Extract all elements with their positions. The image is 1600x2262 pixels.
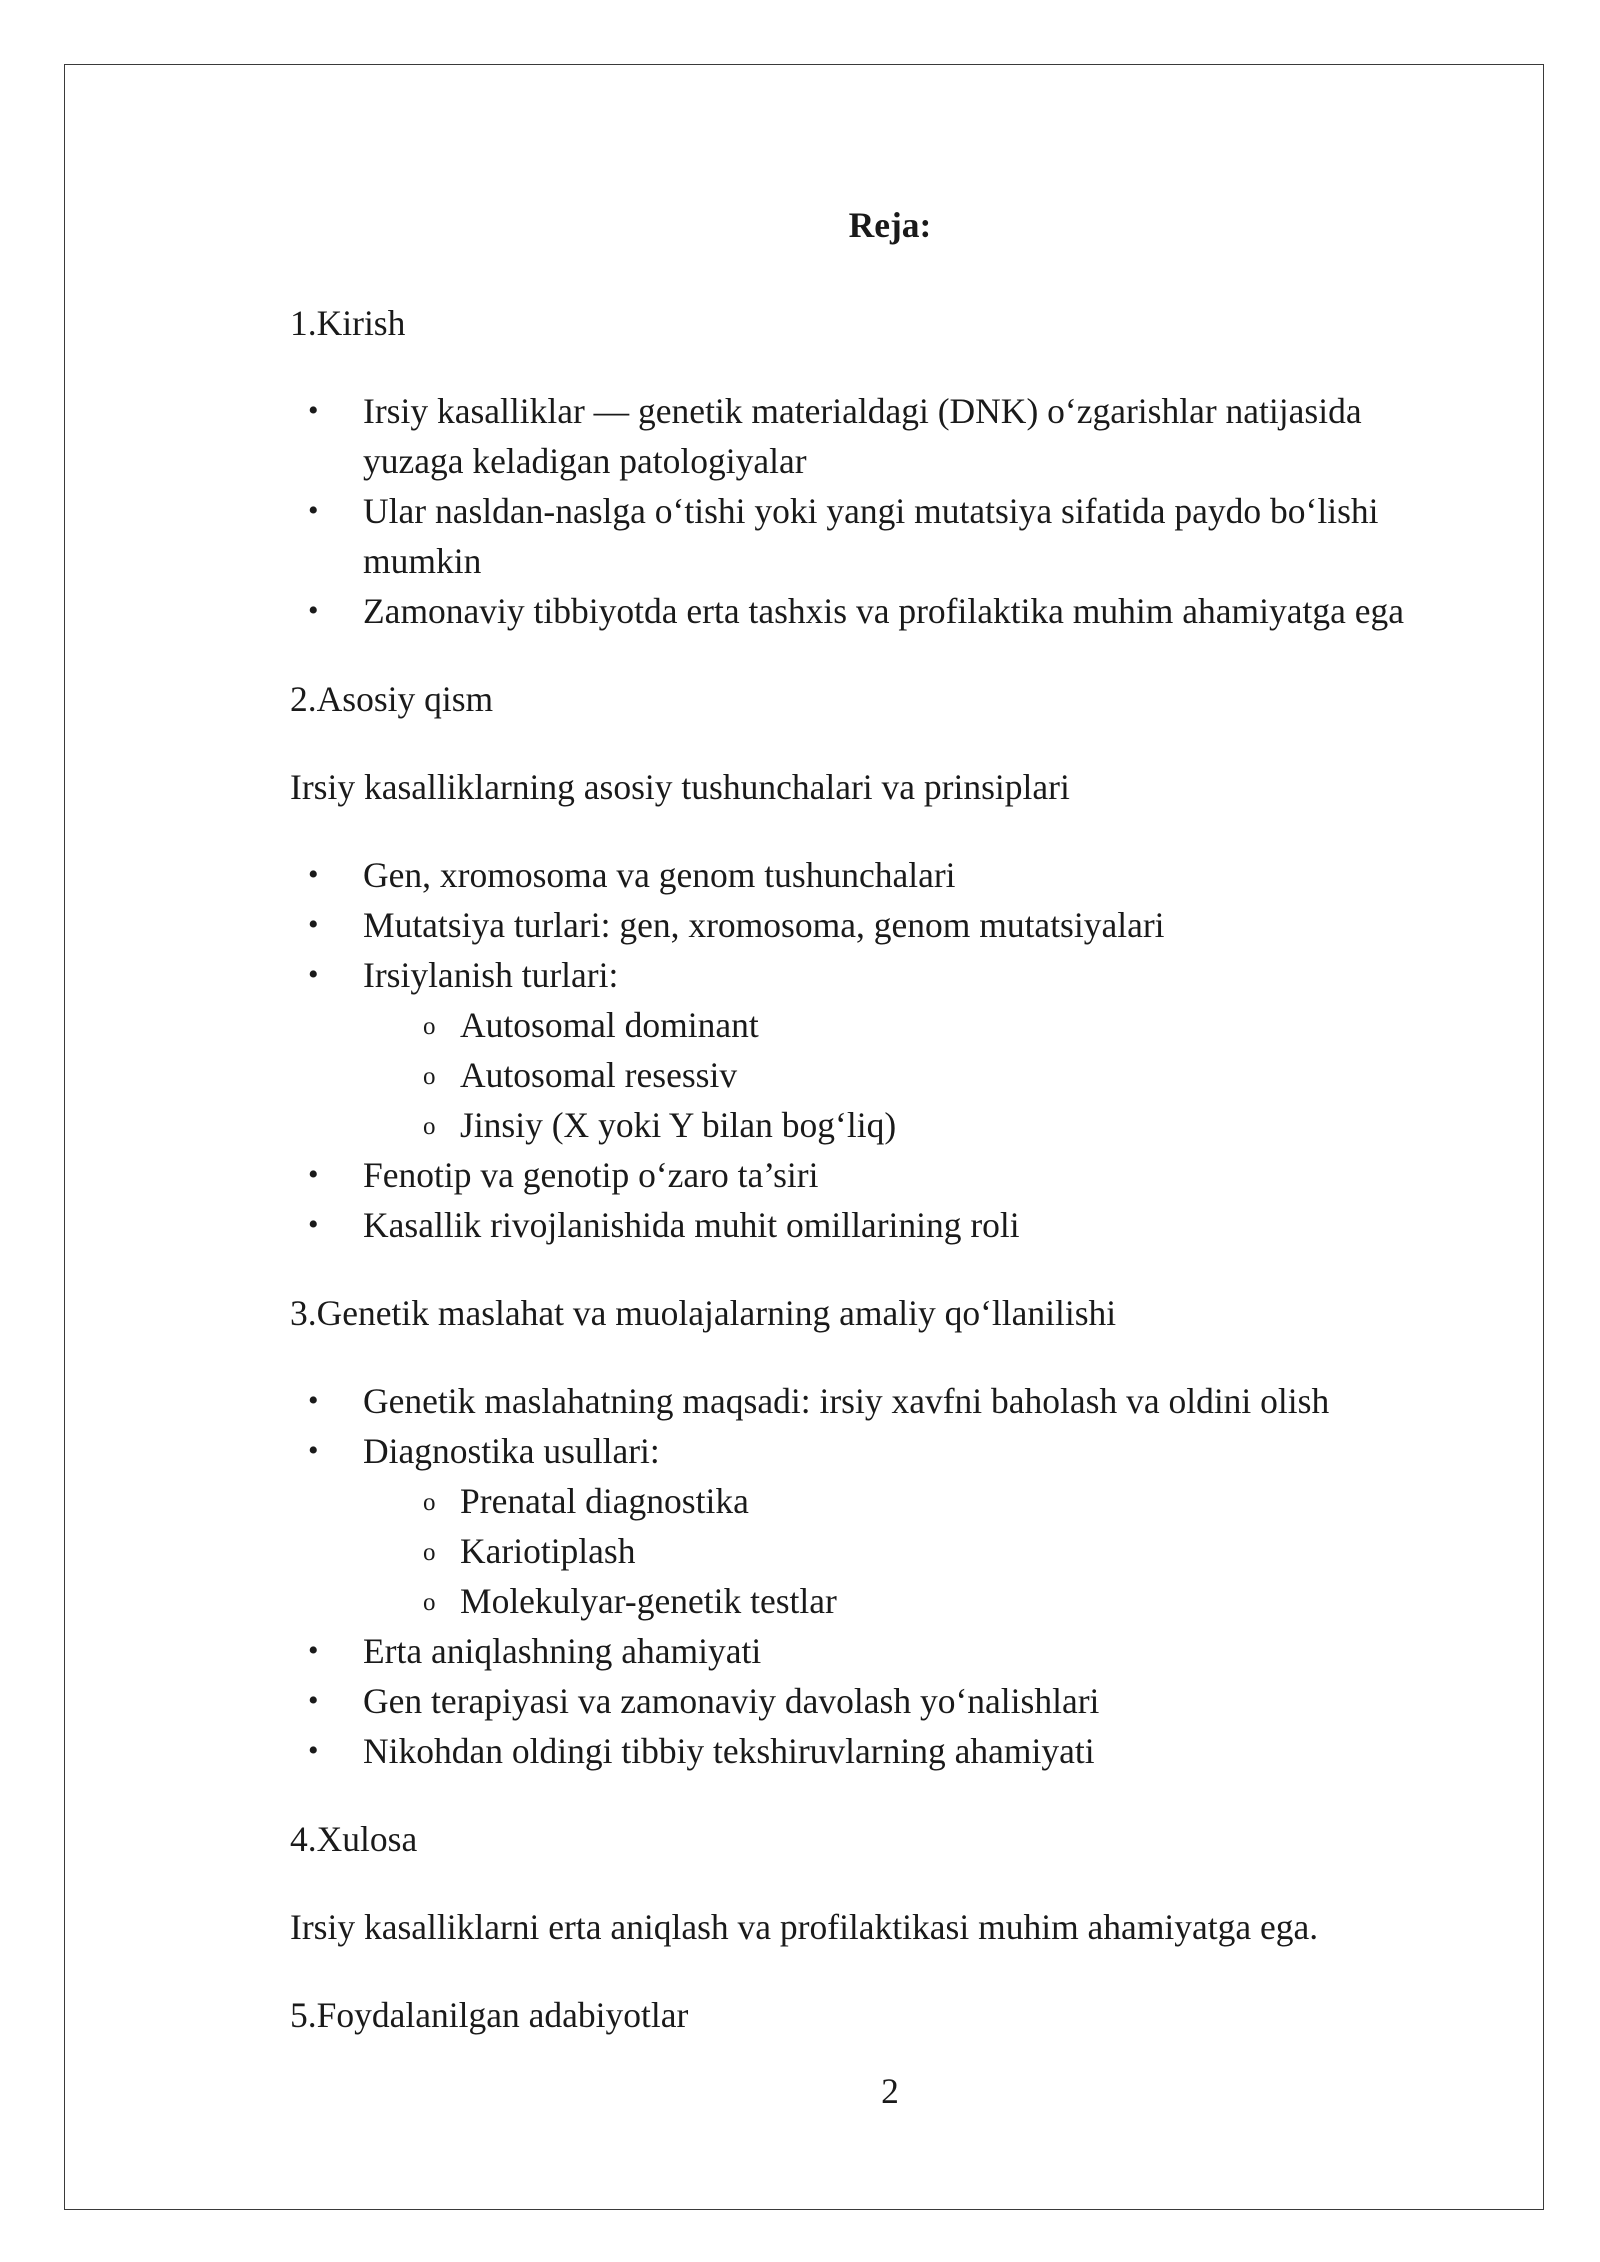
list-item: • Fenotip va genotip o‘zaro ta’siri bbox=[326, 1150, 1470, 1200]
sublist-item: o Kariotiplash bbox=[423, 1526, 1470, 1576]
list-item: • Zamonaviy tibbiyotda erta tashxis va profilaktika muhim ahamiyatga ega bbox=[326, 586, 1470, 636]
list-item: • Kasallik rivojlanishida muhit omillarining roli bbox=[326, 1200, 1470, 1250]
list-item bbox=[326, 950, 1470, 1150]
list-item: • Ular nasldan-naslga o‘tishi yoki yangi mutatsiya sifatida paydo bo‘lishi mumkin bbox=[326, 486, 1470, 586]
list-item: • Irsiy kasalliklar — genetik materialdagi (DNK) o‘zgarishlar natijasida yuzaga keladigan patologiyalar bbox=[326, 386, 1470, 486]
list-item: • Gen terapiyasi va zamonaviy davolash yo‘nalishlari bbox=[326, 1676, 1470, 1726]
main-bullet-list bbox=[326, 850, 1470, 1250]
list-item-text: Diagnostika usullari: bbox=[363, 1431, 660, 1471]
section-paragraph-main: Irsiy kasalliklarning asosiy tushunchalari va prinsiplari bbox=[290, 767, 1070, 807]
page-number: 2 bbox=[881, 2071, 899, 2111]
list-item: • Genetik maslahatning maqsadi: irsiy xavfni baholash va oldini olish bbox=[326, 1376, 1470, 1426]
document-body bbox=[290, 298, 1470, 2040]
section-heading-intro: 1.Kirish bbox=[290, 303, 406, 343]
list-item: • Mutatsiya turlari: gen, xromosoma, genom mutatsiyalari bbox=[326, 900, 1470, 950]
section-heading-conclusion: 4.Xulosa bbox=[290, 1819, 418, 1859]
section-heading-main: 2.Asosiy qism bbox=[290, 679, 494, 719]
list-item bbox=[326, 1426, 1470, 1626]
inheritance-sublist bbox=[423, 1000, 1470, 1150]
sublist-item: o Jinsiy (X yoki Y bilan bog‘liq) bbox=[423, 1100, 1470, 1150]
practical-bullet-list bbox=[326, 1376, 1470, 1776]
sublist-item: o Prenatal diagnostika bbox=[423, 1476, 1470, 1526]
diagnostics-sublist bbox=[423, 1476, 1470, 1626]
list-item: • Nikohdan oldingi tibbiy tekshiruvlarning ahamiyati bbox=[326, 1726, 1470, 1776]
list-item: • Erta aniqlashning ahamiyati bbox=[326, 1626, 1470, 1676]
sublist-item: o Autosomal resessiv bbox=[423, 1050, 1470, 1100]
page-title: Reja: bbox=[848, 205, 932, 245]
list-item-text: Irsiylanish turlari: bbox=[363, 955, 619, 995]
sublist-item: o Molekulyar-genetik testlar bbox=[423, 1576, 1470, 1626]
intro-bullet-list bbox=[326, 386, 1470, 636]
sublist-item: o Autosomal dominant bbox=[423, 1000, 1470, 1050]
list-item: • Gen, xromosoma va genom tushunchalari bbox=[326, 850, 1470, 900]
section-heading-references: 5.Foydalanilgan adabiyotlar bbox=[290, 1995, 689, 2035]
section-paragraph-conclusion: Irsiy kasalliklarni erta aniqlash va profilaktikasi muhim ahamiyatga ega. bbox=[290, 1907, 1319, 1947]
section-heading-practical: 3.Genetik maslahat va muolajalarning amaliy qo‘llanilishi bbox=[290, 1293, 1117, 1333]
